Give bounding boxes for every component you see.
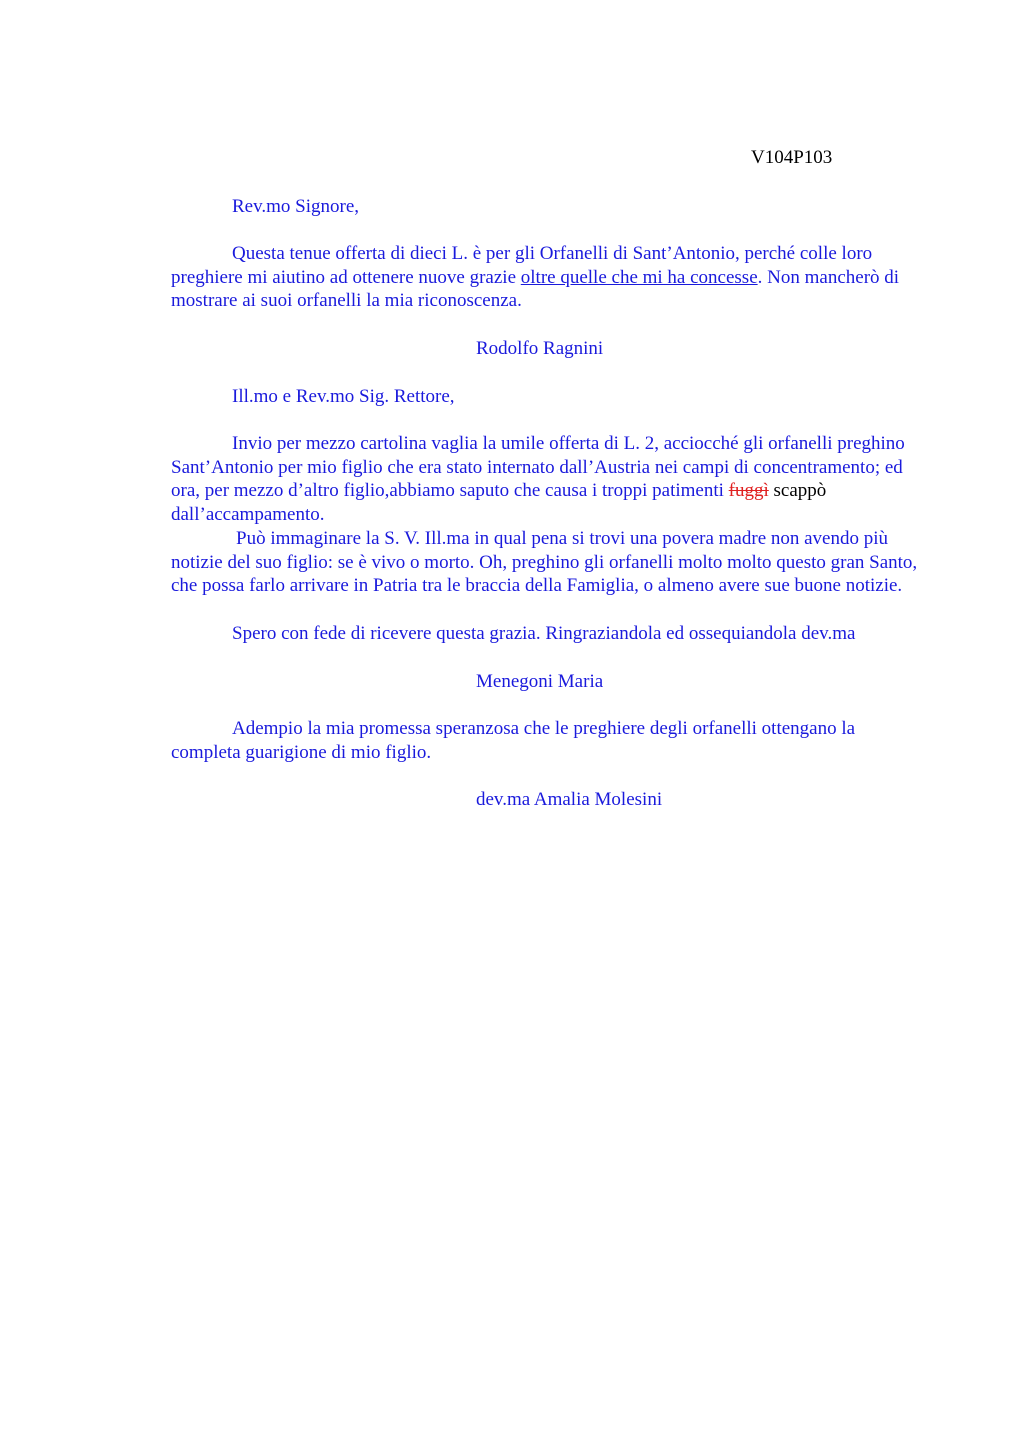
letter1-body-text-end: . Non mancherò di mostrare ai suoi orfanelli la mia riconoscenza. — [171, 266, 900, 311]
letter2-paragraph-2: Può immaginare la S. V. Ill.ma in qual pena si trovi una povera madre non avendo più notizie del suo figlio: se è vivo o morto. Oh, preghino gli orfanelli molto molto questo gran Santo, che possa farlo arrivare in Patria tra le braccia della Famiglia, o almeno avere sue buone notizie. — [171, 528, 918, 596]
letter2-signature: Menegoni Maria — [476, 671, 604, 692]
letter1-salutation: Rev.mo Signore, — [232, 196, 360, 217]
letter1-signature: Rodolfo Ragnini — [476, 338, 604, 359]
deleted-word: fuggì — [728, 480, 769, 501]
letter2-p1-text-start: Invio per mezzo cartolina vaglia la umile offerta di L. 2, acciocché gli orfanelli preghino Sant’Antonio per mio figlio che era stato internato dall’Austria nei campi di concentramento; ed ora, per mezzo d’altro figlio,abbiamo saputo che causa i troppi patimenti — [171, 433, 905, 501]
letter2-paragraph-1 — [171, 432, 921, 526]
letter3-signature: dev.ma Amalia Molesini — [476, 789, 663, 810]
letter2-salutation: Ill.mo e Rev.mo Sig. Rettore, — [232, 386, 455, 407]
letter1-body-text-start: Questa tenue offerta di dieci L. è per gli Orfanelli di Sant’Antonio, perché colle loro preghiere mi aiutino ad ottenere nuove grazie — [171, 243, 873, 288]
document-page — [171, 0, 921, 1450]
inserted-word: scappò — [768, 480, 827, 501]
document-reference: V104P103 — [751, 147, 833, 168]
letter2-p1-text-end: dall’accampamento. — [171, 503, 325, 525]
letter3-body: Adempio la mia promessa speranzosa che le preghiere degli orfanelli ottengano la completa guarigione di mio figlio. — [171, 718, 856, 763]
letter1-body — [171, 242, 921, 313]
letter2-paragraph-3: Spero con fede di ricevere questa grazia. Ringraziandola ed ossequiandola dev.ma — [232, 623, 856, 644]
letter1-underlined-text: oltre quelle che mi ha concesse — [520, 266, 758, 288]
